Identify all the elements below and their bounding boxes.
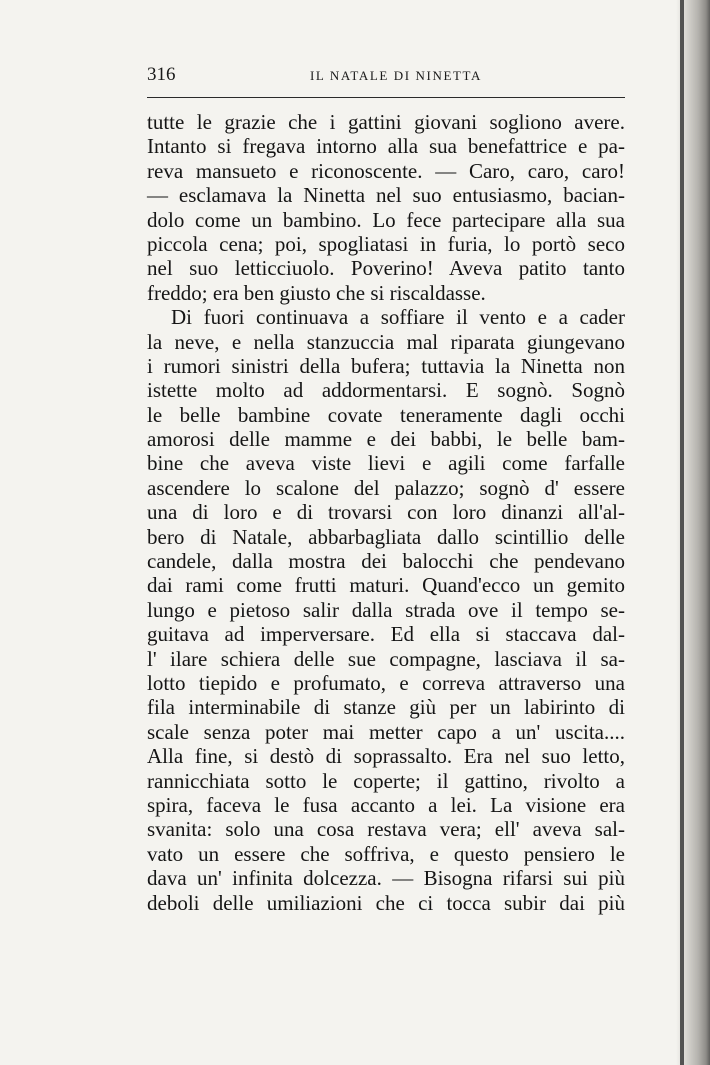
- text-line: lungo e pietoso salir dalla strada ove il tempo se-: [147, 597, 625, 622]
- text-line: la neve, e nella stanzuccia mal riparata giungevano: [147, 329, 625, 354]
- text-line: guitava ad imperversare. Ed ella si staccava dal-: [147, 622, 625, 647]
- text-line: dava un' infinita dolcezza. — Bisogna rifarsi sui più: [147, 866, 625, 891]
- text-line: piccola cena; poi, spogliatasi in furia, lo portò seco: [147, 231, 625, 256]
- text-line: scale senza poter mai metter capo a un' uscita....: [147, 719, 625, 744]
- text-line: una di loro e di trovarsi con loro dinanzi all'al-: [147, 500, 625, 525]
- text-line: bine che aveva viste lievi e agili come farfalle: [147, 451, 625, 476]
- text-line: Di fuori continuava a soffiare il vento e a cader: [171, 305, 625, 330]
- text-line: i rumori sinistri della bufera; tuttavia la Ninetta non: [147, 353, 625, 378]
- text-line: nel suo letticciuolo. Poverino! Aveva patito tanto: [147, 256, 625, 281]
- text-line: vato un essere che soffriva, e questo pensiero le: [147, 841, 625, 866]
- text-line: rannicchiata sotto le coperte; il gattino, rivolto a: [147, 768, 625, 793]
- page-number: 316: [147, 64, 176, 85]
- text-line: fila interminabile di stanze giù per un labirinto di: [147, 695, 625, 720]
- text-line: tutte le grazie che i gattini giovani sogliono avere.: [147, 110, 625, 134]
- text-line: dolo come un bambino. Lo fece partecipare alla sua: [147, 207, 625, 232]
- book-spine-line: [680, 0, 684, 1065]
- text-line: candele, dalla mostra dei balocchi che pendevano: [147, 549, 625, 574]
- text-line: Intanto si fregava intorno alla sua benefattrice e pa-: [147, 134, 625, 159]
- text-line: svanita: solo una cosa restava vera; ell' aveva sal-: [147, 817, 625, 842]
- text-line: reva mansueto e riconoscente. — Caro, caro, caro!: [147, 158, 625, 183]
- text-line: ascendere lo scalone del palazzo; sognò d' essere: [147, 475, 625, 500]
- body-text: [147, 110, 625, 915]
- text-line: spira, faceva le fusa accanto a lei. La visione era: [147, 792, 625, 817]
- text-line: deboli delle umiliazioni che ci tocca subir dai più: [147, 890, 625, 915]
- text-line: amorosi delle mamme e dei babbi, le belle bam-: [147, 427, 625, 452]
- text-line: bero di Natale, abbarbagliata dallo scintillio delle: [147, 524, 625, 549]
- text-line: istette molto ad addormentarsi. E sognò. Sognò: [147, 378, 625, 403]
- page-header: [147, 64, 625, 88]
- text-line: dai rami come frutti maturi. Quand'ecco un gemito: [147, 573, 625, 598]
- text-line: — esclamava la Ninetta nel suo entusiasmo, bacian-: [147, 183, 625, 208]
- text-line: l' ilare schiera delle sue compagne, lasciava il sa-: [147, 646, 625, 671]
- text-line: freddo; era ben giusto che si riscaldasse.: [147, 280, 486, 305]
- text-line: le belle bambine covate teneramente dagli occhi: [147, 402, 625, 427]
- text-line: Alla fine, si destò di soprassalto. Era nel suo letto,: [147, 744, 625, 769]
- running-title: IL NATALE DI NINETTA: [310, 68, 483, 83]
- text-line: lotto tiepido e profumato, e correva attraverso una: [147, 670, 625, 695]
- header-rule: [147, 97, 625, 98]
